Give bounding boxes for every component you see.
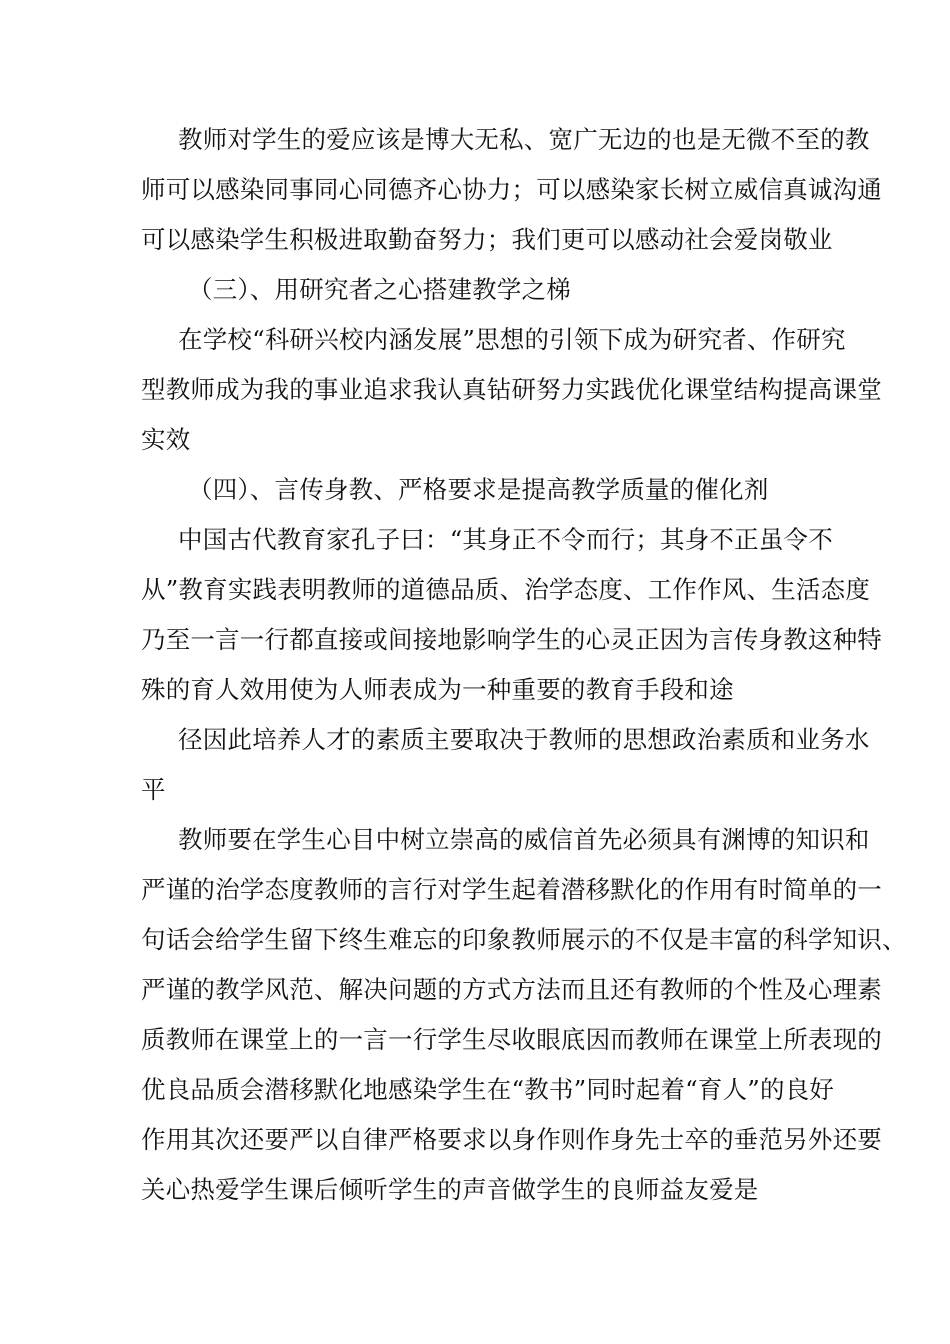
paragraph-line: 中国古代教育家孔子曰：“其身正不令而行；其身不正虽令不	[178, 525, 833, 554]
paragraph-line: 平	[141, 775, 166, 804]
paragraph-line: 句话会给学生留下终生难忘的印象教师展示的不仅是丰富的科学知识、	[141, 925, 907, 954]
paragraph-line: 实效	[141, 425, 191, 454]
paragraph-line: 从”教育实践表明教师的道德品质、治学态度、工作作风、生活态度	[141, 575, 871, 604]
paragraph-line: 型教师成为我的事业追求我认真钻研努力实践优化课堂结构提高课堂	[141, 375, 882, 404]
paragraph-line: 严谨的治学态度教师的言行对学生起着潜移默化的作用有时简单的一	[141, 875, 882, 904]
paragraph-line: 教师对学生的爱应该是博大无私、宽广无边的也是无微不至的教	[178, 125, 870, 154]
paragraph-line: 严谨的教学风范、解决问题的方式方法而且还有教师的个性及心理素	[141, 975, 882, 1004]
paragraph-line: 师可以感染同事同心同德齐心协力；可以感染家长树立威信真诚沟通	[141, 175, 882, 204]
paragraph-line: 径因此培养人才的素质主要取决于教师的思想政治素质和业务水	[178, 725, 870, 754]
paragraph-line: 优良品质会潜移默化地感染学生在“教书”同时起着“育人”的良好	[141, 1075, 835, 1104]
paragraph-line: 可以感染学生积极进取勤奋努力；我们更可以感动社会爱岗敬业	[141, 225, 833, 254]
paragraph-line: 乃至一言一行都直接或间接地影响学生的心灵正因为言传身教这种特	[141, 625, 882, 654]
paragraph-line: 质教师在课堂上的一言一行学生尽收眼底因而教师在课堂上所表现的	[141, 1025, 882, 1054]
paragraph-line: 关心热爱学生课后倾听学生的声音做学生的良师益友爱是	[141, 1175, 759, 1204]
paragraph-line: 教师要在学生心目中树立崇高的威信首先必须具有渊博的知识和	[178, 825, 870, 854]
section-heading: （三）、用研究者之心搭建教学之梯	[188, 275, 571, 304]
paragraph-line: 在学校“科研兴校内涵发展”思想的引领下成为研究者、作研究	[178, 325, 846, 354]
paragraph-line: 殊的育人效用使为人师表成为一种重要的教育手段和途	[141, 675, 734, 704]
section-heading: （四）、言传身教、严格要求是提高教学质量的催化剂	[188, 475, 769, 504]
paragraph-line: 作用其次还要严以自律严格要求以身作则作身先士卒的垂范另外还要	[141, 1125, 882, 1154]
